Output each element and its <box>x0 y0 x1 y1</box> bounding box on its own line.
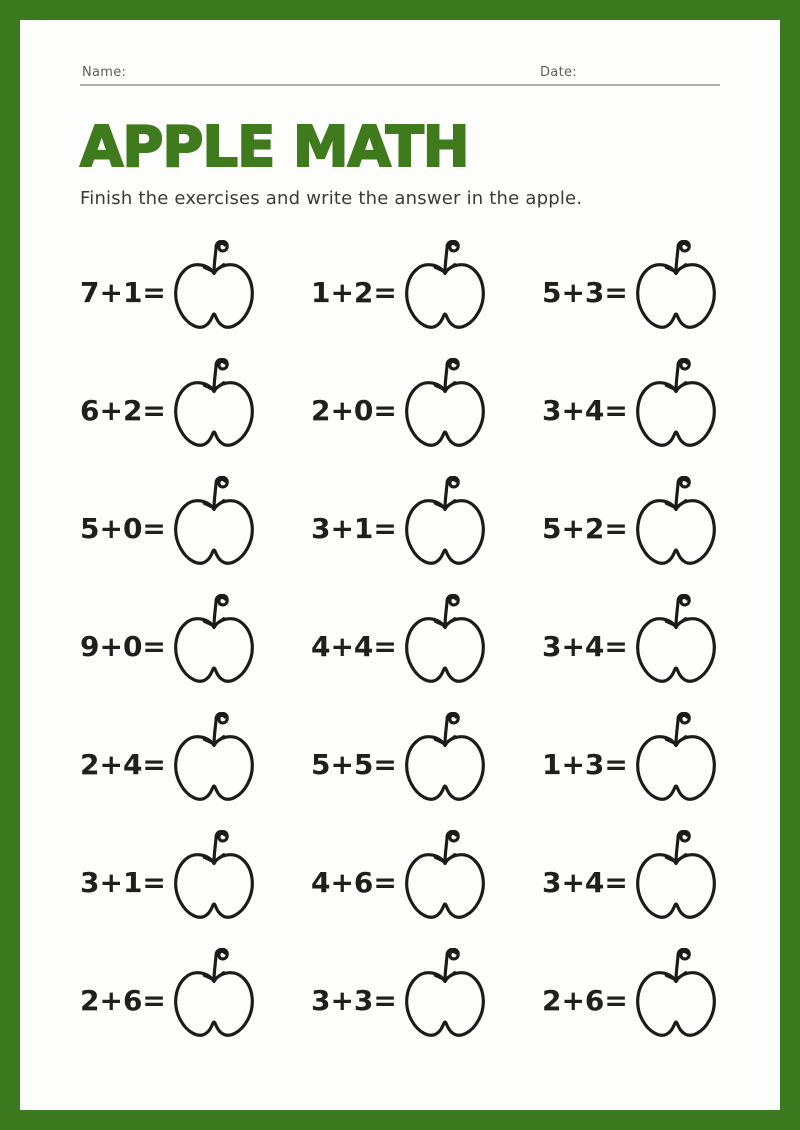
apple-stem <box>676 246 678 272</box>
apple-icon <box>401 476 489 580</box>
equation-text: 2+4= <box>80 747 166 781</box>
apple-stem <box>445 954 447 980</box>
name-label: Name: <box>82 65 127 80</box>
apple-stem <box>214 246 216 272</box>
apple-body <box>407 501 484 564</box>
equation-text: 3+4= <box>541 865 628 899</box>
apple-leaf-curl <box>216 241 227 251</box>
problem-cell <box>542 823 720 941</box>
apple-icon <box>170 712 258 816</box>
equation-text: 3+1= <box>80 865 166 899</box>
apple-leaf-curl <box>447 477 458 487</box>
apple-body <box>176 501 253 564</box>
apple-body <box>407 265 484 328</box>
apple-stem <box>214 364 216 390</box>
apple-icon <box>401 830 489 934</box>
apple-icon <box>170 358 258 462</box>
apple-stem <box>214 600 216 626</box>
equation-text: 7+1= <box>80 275 166 309</box>
apple-leaf-curl <box>216 713 227 723</box>
equation-text: 2+6= <box>541 983 628 1017</box>
apple-leaf-curl <box>216 359 227 369</box>
apple-leaf-curl <box>447 713 458 723</box>
problem-cell <box>542 587 720 705</box>
apple-icon <box>632 358 720 462</box>
apple-body <box>176 973 253 1036</box>
apple-stem <box>214 836 216 862</box>
apple-stem <box>676 954 678 980</box>
apple-leaf-curl <box>678 831 689 841</box>
problem-cell <box>80 823 258 941</box>
apple-body <box>407 973 484 1036</box>
equation-text: 5+5= <box>310 747 397 781</box>
page-title: APPLE MATH <box>80 115 469 180</box>
apple-icon <box>632 712 720 816</box>
apple-body <box>176 855 253 918</box>
apple-body <box>638 265 715 328</box>
apple-stem <box>445 836 447 862</box>
apple-leaf-curl <box>678 359 689 369</box>
equation-text: 3+1= <box>310 511 397 545</box>
problem-cell <box>542 233 720 351</box>
apple-icon <box>632 948 720 1052</box>
equation-text: 1+2= <box>310 275 397 309</box>
equation-text: 5+0= <box>80 511 166 545</box>
apple-leaf-curl <box>678 477 689 487</box>
equation-text: 3+4= <box>541 629 628 663</box>
apple-icon <box>170 594 258 698</box>
apple-body <box>638 501 715 564</box>
equation-text: 5+3= <box>541 275 628 309</box>
apple-stem <box>214 954 216 980</box>
apple-stem <box>676 482 678 508</box>
apple-icon <box>632 830 720 934</box>
problem-cell <box>80 351 258 469</box>
apple-leaf-curl <box>678 595 689 605</box>
apple-leaf-curl <box>447 241 458 251</box>
apple-icon <box>170 476 258 580</box>
equation-text: 2+0= <box>310 393 397 427</box>
problem-cell <box>311 233 489 351</box>
apple-body <box>638 973 715 1036</box>
problem-cell <box>80 587 258 705</box>
apple-stem <box>445 718 447 744</box>
apple-stem <box>445 364 447 390</box>
apple-body <box>638 383 715 446</box>
apple-body <box>176 737 253 800</box>
apple-icon <box>401 712 489 816</box>
apple-icon <box>170 948 258 1052</box>
apple-body <box>638 855 715 918</box>
apple-body <box>638 737 715 800</box>
apple-leaf-curl <box>678 949 689 959</box>
apple-stem <box>676 836 678 862</box>
apple-stem <box>676 364 678 390</box>
apple-leaf-curl <box>216 477 227 487</box>
apple-body <box>407 619 484 682</box>
apple-icon <box>632 594 720 698</box>
apple-leaf-curl <box>447 949 458 959</box>
apple-leaf-curl <box>447 595 458 605</box>
apple-body <box>176 265 253 328</box>
apple-leaf-curl <box>216 595 227 605</box>
problem-cell <box>542 705 720 823</box>
problem-cell <box>80 469 258 587</box>
apple-body <box>176 383 253 446</box>
apple-icon <box>401 594 489 698</box>
apple-icon <box>401 240 489 344</box>
problem-cell <box>80 233 258 351</box>
apple-stem <box>676 718 678 744</box>
problem-cell <box>311 941 489 1059</box>
apple-leaf-curl <box>678 713 689 723</box>
apple-body <box>407 737 484 800</box>
equation-text: 6+2= <box>80 393 166 427</box>
equation-text: 1+3= <box>541 747 628 781</box>
apple-stem <box>214 718 216 744</box>
equation-text: 4+6= <box>310 865 397 899</box>
apple-stem <box>214 482 216 508</box>
problem-cell <box>311 705 489 823</box>
instructions-text: Finish the exercises and write the answer in the apple. <box>80 188 583 209</box>
date-label: Date: <box>540 65 577 80</box>
apple-body <box>638 619 715 682</box>
apple-body <box>176 619 253 682</box>
equation-text: 2+6= <box>80 983 166 1017</box>
apple-stem <box>445 246 447 272</box>
apple-stem <box>676 600 678 626</box>
apple-icon <box>401 358 489 462</box>
equation-text: 3+3= <box>310 983 397 1017</box>
equation-text: 4+4= <box>310 629 397 663</box>
problem-cell <box>80 705 258 823</box>
problem-cell <box>80 941 258 1059</box>
apple-leaf-curl <box>678 241 689 251</box>
apple-leaf-curl <box>216 831 227 841</box>
apple-body <box>407 855 484 918</box>
apple-leaf-curl <box>216 949 227 959</box>
problems-grid <box>80 233 720 1059</box>
apple-leaf-curl <box>447 359 458 369</box>
apple-body <box>407 383 484 446</box>
apple-leaf-curl <box>447 831 458 841</box>
apple-icon <box>632 240 720 344</box>
problem-cell <box>311 587 489 705</box>
name-date-header <box>80 64 720 86</box>
problem-cell <box>542 469 720 587</box>
problem-cell <box>542 351 720 469</box>
apple-icon <box>170 830 258 934</box>
problem-cell <box>311 351 489 469</box>
apple-stem <box>445 482 447 508</box>
problem-cell <box>311 469 489 587</box>
equation-text: 9+0= <box>80 629 166 663</box>
problem-cell <box>542 941 720 1059</box>
problem-cell <box>311 823 489 941</box>
apple-stem <box>445 600 447 626</box>
equation-text: 5+2= <box>541 511 628 545</box>
apple-icon <box>401 948 489 1052</box>
apple-icon <box>170 240 258 344</box>
equation-text: 3+4= <box>541 393 628 427</box>
apple-icon <box>632 476 720 580</box>
